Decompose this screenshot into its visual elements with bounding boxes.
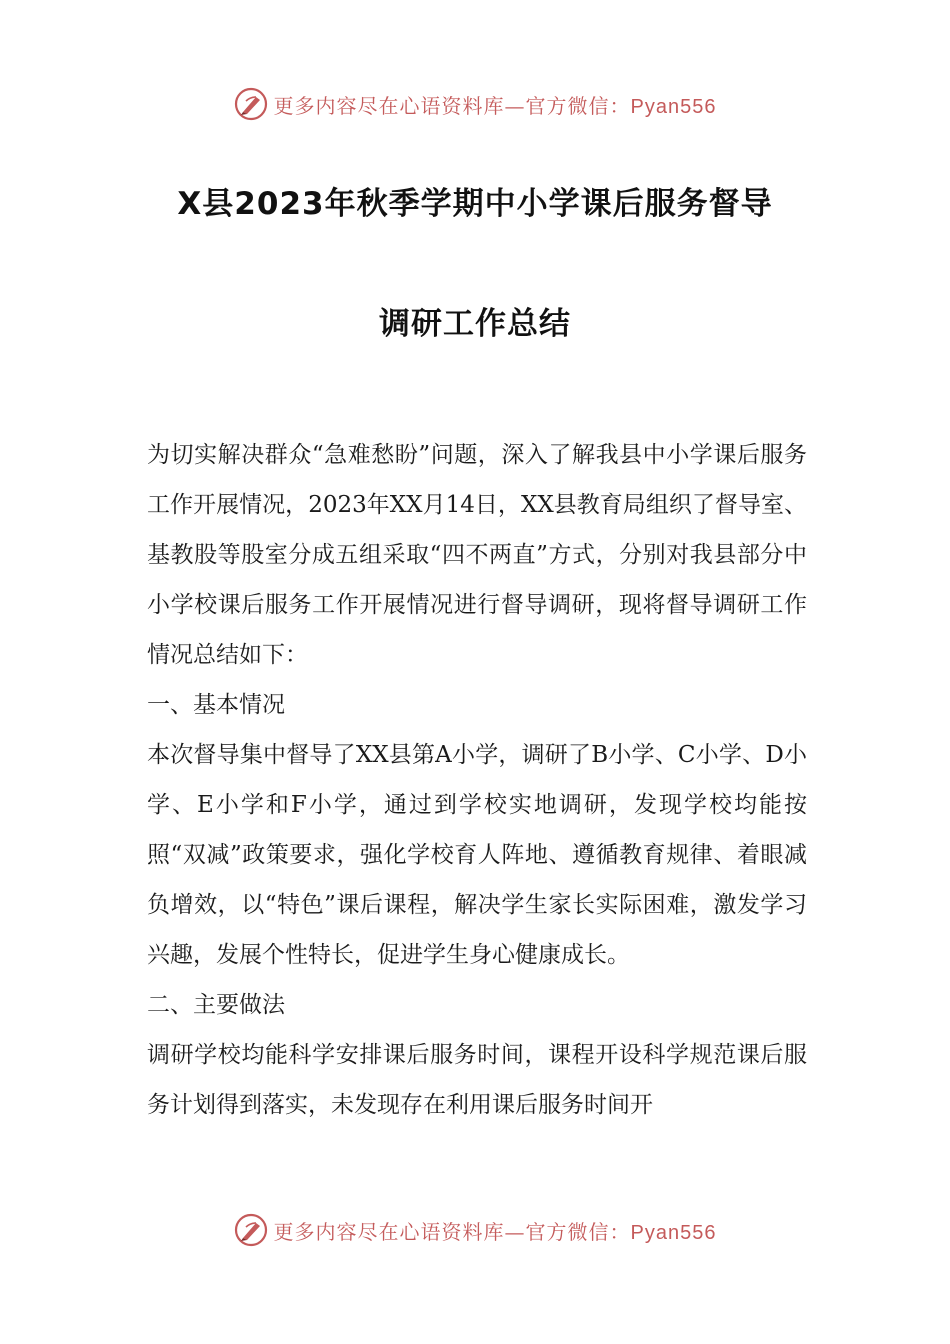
pen-logo-icon: [234, 1213, 268, 1247]
watermark-header: [0, 84, 950, 124]
document-title-line-2: 调研工作总结: [379, 306, 571, 342]
paragraph-basic: 本次督导集中督导了XX县第A小学，调研了B小学、C小学、D小学、E小学和F小学，通过到学校实地调研，发现学校均能按照“双减”政策要求，强化学校育人阵地、遵循教育规律、着眼减负增效，以“特色”课后课程，解决学生家长实际困难，激发学习兴趣，发展个性特长，促进学生身心健康成长。: [147, 742, 807, 968]
watermark-footer: [0, 1210, 950, 1250]
pen-logo-icon: [234, 87, 268, 121]
watermark-text: 更多内容尽在心语资料库—官方微信：Pyan556: [273, 1219, 717, 1244]
watermark-text: 更多内容尽在心语资料库—官方微信：Pyan556: [273, 93, 717, 118]
document-body: [147, 430, 807, 1130]
section-heading-basic: 一、基本情况: [147, 692, 285, 718]
document-title-line-1: X县2023年秋季学期中小学课后服务督导: [177, 186, 773, 222]
paragraph-intro: 为切实解决群众“急难愁盼”问题，深入了解我县中小学课后服务工作开展情况，2023年XX月14日，XX县教育局组织了督导室、基教股等股室分成五组采取“四不两直”方式，分别对我县部分中小学校课后服务工作开展情况进行督导调研，现将督导调研工作情况总结如下：: [147, 442, 807, 668]
paragraph-practices: 调研学校均能科学安排课后服务时间，课程开设科学规范课后服务计划得到落实，未发现存在利用课后服务时间开: [147, 1042, 807, 1118]
section-heading-practices: 二、主要做法: [147, 992, 285, 1018]
